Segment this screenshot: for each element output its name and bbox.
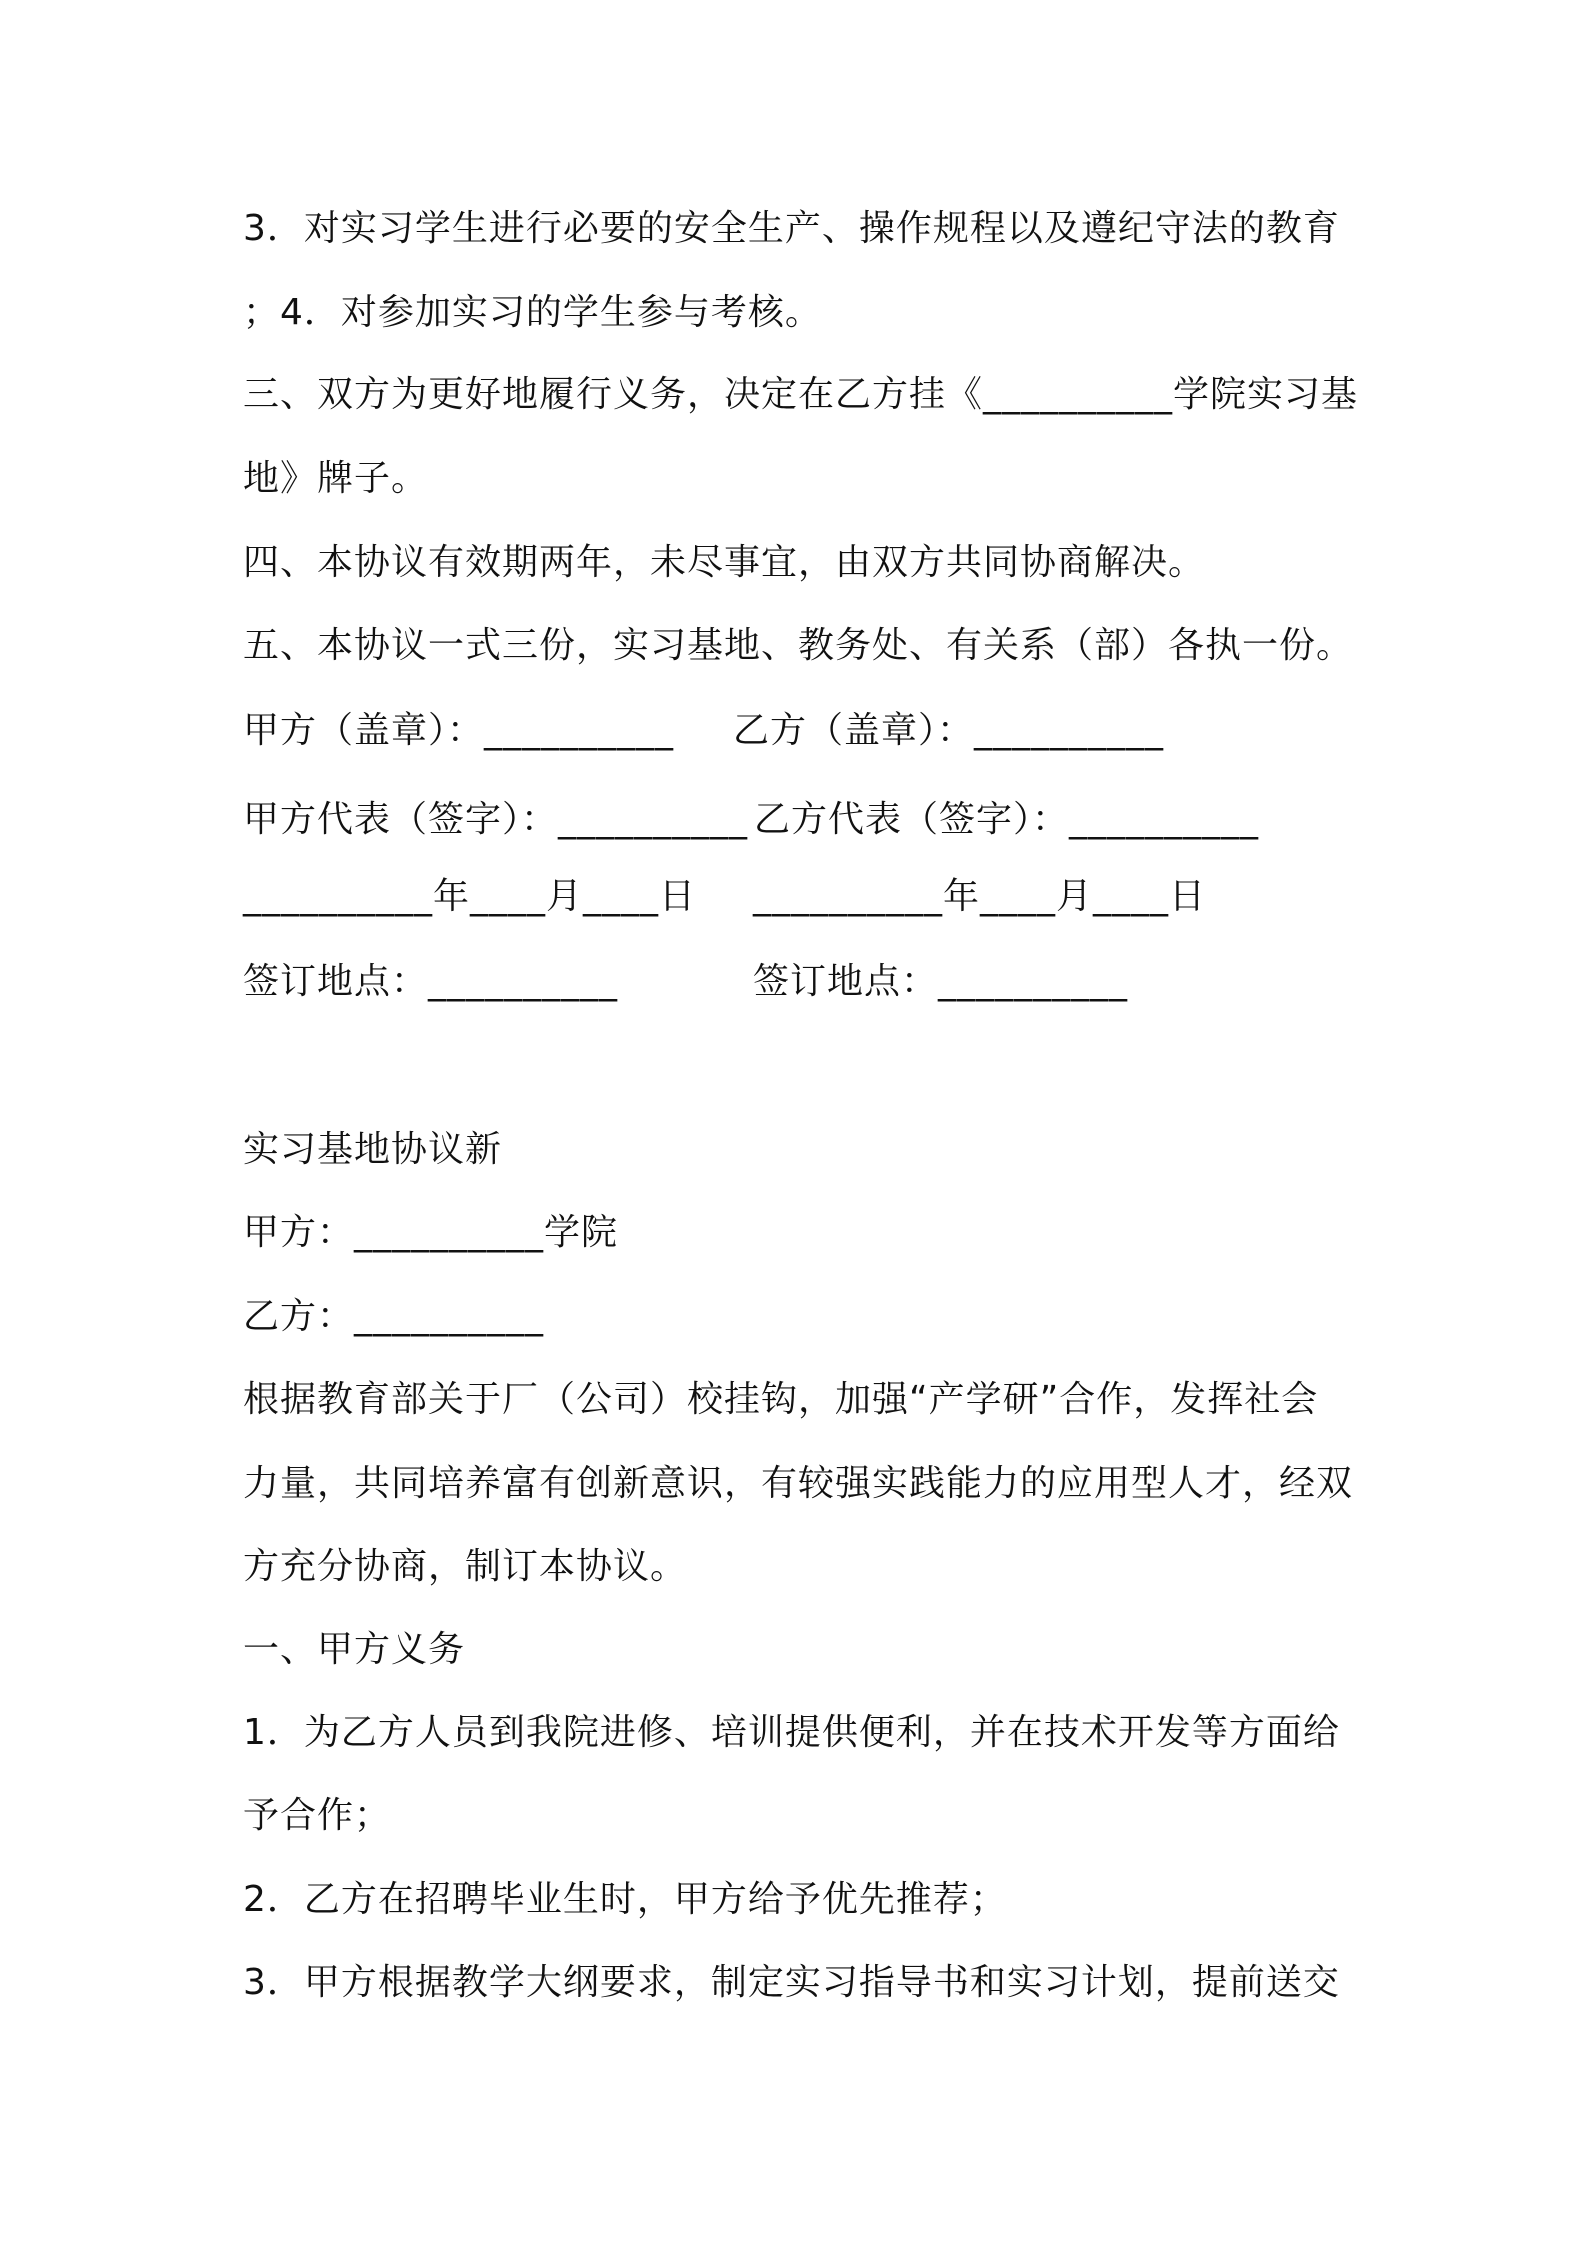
party-b-representative-field: 乙方代表（签字）：__________ (754, 799, 1260, 840)
document-title: 实习基地协议新 (243, 1129, 503, 1170)
preamble-line-2: 力量，共同培养富有创新意识，有较强实践能力的应用型人才，经双 (243, 1463, 1354, 1504)
section-heading-party-a-duties: 一、甲方义务 (243, 1629, 466, 1670)
party-b-date-field: __________年____月____日 (753, 876, 1206, 917)
party-a-name: 甲方：__________学院 (243, 1212, 619, 1253)
clause-4-assessment: ；4．对参加实习的学生参与考核。 (243, 292, 822, 333)
preamble-line-1: 根据教育部关于厂（公司）校挂钩，加强“产学研”合作，发挥社会 (243, 1379, 1319, 1420)
duty-1-line-2: 予合作； (243, 1795, 392, 1836)
preamble-line-3: 方充分协商，制订本协议。 (243, 1546, 688, 1587)
party-a-date-field: __________年____月____日 (243, 876, 696, 917)
party-b-seal-field: 乙方（盖章）：__________ (733, 710, 1165, 751)
party-b-name: 乙方：__________ (243, 1296, 545, 1337)
party-a-seal-field: 甲方（盖章）：__________ (243, 710, 675, 751)
duty-1-line-1: 1．为乙方人员到我院进修、培训提供便利，并在技术开发等方面给 (243, 1712, 1340, 1753)
article-5-text: 五、本协议一式三份，实习基地、教务处、有关系（部）各执一份。 (243, 625, 1354, 666)
article-3-text: 三、双方为更好地履行义务，决定在乙方挂《__________学院实习基 (243, 374, 1359, 415)
duty-2: 2．乙方在招聘毕业生时，甲方给予优先推荐； (243, 1879, 1007, 1920)
article-4-text: 四、本协议有效期两年，未尽事宜，由双方共同协商解决。 (243, 542, 1206, 583)
party-b-place-field: 签订地点：__________ (753, 961, 1129, 1002)
duty-3-line-1: 3．甲方根据教学大纲要求，制定实习指导书和实习计划，提前送交 (243, 1962, 1340, 2003)
clause-3-education: 3．对实习学生进行必要的安全生产、操作规程以及遵纪守法的教育 (243, 208, 1340, 249)
party-a-representative-field: 甲方代表（签字）：__________ (243, 799, 749, 840)
party-a-place-field: 签订地点：__________ (243, 961, 619, 1002)
article-3-text-cont: 地》牌子。 (243, 458, 429, 499)
